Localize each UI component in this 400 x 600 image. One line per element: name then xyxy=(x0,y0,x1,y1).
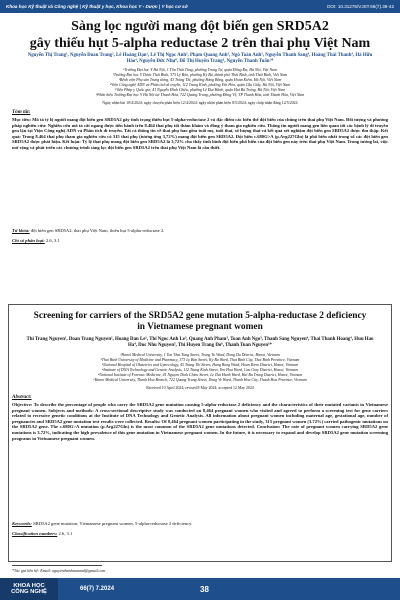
en-class-label: Classification numbers: xyxy=(12,531,58,536)
en-affiliation: ⁴Institute of DNA Technology and Genetic Analysis, 112 Trung Kinh Street, Yen Hoa Ward, Cau Giay District, Hanoi, Vietnam xyxy=(101,367,299,372)
vi-affiliation: ¹Trường Đại học Y Hà Nội, 1 Tôn Thất Tùng, phường Trung Tự, quận Đống Đa, Hà Nội, Việt Nam xyxy=(123,68,277,72)
vi-keywords-label: Từ khóa: xyxy=(12,228,30,233)
vi-class-value: 2.6, 3.1 xyxy=(45,238,60,243)
en-classification xyxy=(12,531,388,537)
logo-line1: KHOA HỌC xyxy=(13,583,45,589)
vi-affiliation: ⁶Phân hiệu Trường Đại học Y Hà Nội tại Thanh Hóa, 722 Quang Trung, phường Đông Vệ, TP Thanh Hóa, tỉnh Thanh Hóa, Việt Nam xyxy=(95,92,305,97)
vi-classification xyxy=(12,238,388,244)
en-affiliation: ²Thai Binh University of Medicine and Pharmacy, 373 Ly Bon Street, Ky Ba Ward, Thai Binh City, Thai Binh Province, Vietnam xyxy=(100,357,300,362)
vi-keywords-text: đột biến gen SRD5A2, thai phụ Việt Nam, thiếu hụt 5-alpha-reductase 2. xyxy=(30,228,165,233)
corresponding-author-footnote: *Tác giả liên hệ: Email: nguyenthanhtuanmd@gmail.com xyxy=(12,568,106,573)
vi-affiliation: ³Bệnh viện Phụ sản Trung ương, 43 Tràng Thi, phường Hàng Bông, quận Hoàn Kiếm, Hà Nội, Việt Nam xyxy=(118,77,282,82)
vi-affiliation: ⁵Viện Pháp y Quốc gia, 41 Nguyễn Đình Chiểu, phường Lê Đại Hành, quận Hai Bà Trưng, Hà Nội, Việt Nam xyxy=(114,87,286,92)
en-title-line2: in Vietnamese pregnant women xyxy=(137,322,263,332)
vi-keywords xyxy=(12,228,388,234)
en-authors: Thi Trang Nguyen¹, Doan Trang Nguyen², Hoang Dan Le¹, Thi Ngoc Anh Le³, Quang Anh Pham³, Toan Anh Ngo³, Thanh Sang Nguyen⁴, Thai Thanh Hoang⁴, Huu Hao Ha⁴, Duc Nhu Nguyen⁵, Thi Huyen Trang Do⁶, Thanh Tuan Nguyen¹* xyxy=(26,337,374,349)
en-affiliations xyxy=(22,353,378,382)
en-abstract: Objective: To describe the percentage of people who carry the SRD5A2 gene mutation causing 5-alpha-reductase 2 deficiency and the characteristics of their mutated variants in Vietnamese pregnant women. Subjects and methods: A cross-sectional descriptive study was conducted on 8,464 pregnant women who visited and agreed to perform a screening test for gene carriers related to recessive genetic conditions at the Institute of DNA Technology and Genetic Analysis. All information about pregnant women including maternal age, gestational age, number of pregnancies and SRD5A2 gene mutation test results were collected. Results: Of 8,464 pregnant women participating in the study, 315 pregnant women (3.72%) carried pathogenic mutations on the SRD5A2 gene. The c.680G>A mutation (p.Arg227Gln) is the most common of the SRD5A2 gene mutations detected. Conclusion: The rate of pregnant women carrying SRD5A2 gene mutations is 3.72%, indicating the high prevalence of this gene mutation in Vietnamese pregnant women. In the future, it is necessary to expand and develop SRD5A2 gene mutation screening programs in Vietnamese pregnant women. xyxy=(12,402,388,441)
en-class-value: 2.6, 3.1 xyxy=(58,531,73,536)
vi-title xyxy=(20,18,380,52)
doi-link[interactable]: DOI: 10.31276/VJST.66(7).38-42 xyxy=(327,4,394,9)
en-keywords xyxy=(12,521,388,527)
en-keywords-text: SRD5A2 gene mutation, Vietnamese pregnant women, 5-alpha-reductase 2 deficiency. xyxy=(33,521,193,526)
issue-number: 66(7) 7.2024 xyxy=(80,586,115,592)
en-keywords-label: Keywords: xyxy=(12,521,32,526)
en-title-line1: Screening for carriers of the SRD5A2 gene mutation 5-alpha-reductase 2 deficiency xyxy=(33,311,367,321)
en-affiliation: ³National Hospital of Obstetrics and Gynecology, 43 Trang Thi Street, Hang Bong Ward, Hoan Kiem District, Hanoi, Vietnam xyxy=(101,362,299,367)
logo-line2: CÔNG NGHỆ xyxy=(11,589,47,595)
vi-title-line2: gây thiếu hụt 5-alpha reductase 2 trên thai phụ Việt Nam xyxy=(29,36,371,51)
journal-name: Khoa học Kỹ thuật và Công nghệ | Kỹ thuật y học, Khoa học Y - Dược | Y học cơ sở xyxy=(6,4,188,9)
journal-header-bar xyxy=(0,0,400,13)
vi-affiliation: ²Trường Đại học Y Dược Thái Bình, 373 Lý Bôn, phường Kỳ Bá, thành phố Thái Bình, tỉnh Thái Bình, Việt Nam xyxy=(112,72,288,77)
vi-class-label: Chỉ số phân loại: xyxy=(12,238,45,243)
en-title xyxy=(20,311,380,333)
en-abstract-heading: Abstract: xyxy=(12,394,32,400)
page-footer xyxy=(0,578,400,600)
vi-dates: Ngày nhận bài 10/4/2024; ngày chuyển phản biện 12/4/2024; ngày nhận phản biện 8/5/2024; ngày chấp nhận đăng 12/5/2024 xyxy=(102,101,298,105)
footnote-rule xyxy=(12,565,102,566)
page-number: 38 xyxy=(200,584,209,594)
en-dates: Received 10 April 2024; revised 8 May 2024; accepted 12 May 2024 xyxy=(146,386,254,390)
en-affiliation: ⁶Hanoi Medical University, Thanh Hoa Branch, 722 Quang Trung Street, Dong Ve Ward, Thanh Hoa City, Thanh Hoa Province, Vietnam xyxy=(93,377,307,382)
vi-affiliation: ⁴Viện Công nghệ ADN và Phân tích di truyền, 112 Trung Kính, phường Yên Hòa, quận Cầu Giấy, Hà Nội, Việt Nam xyxy=(109,82,291,87)
vi-affiliations xyxy=(22,68,378,97)
vi-title-line1: Sàng lọc người mang đột biến gen SRD5A2 xyxy=(71,19,329,34)
en-affiliation: ⁵National Institute of Forensic Medicine, 41 Nguyen Dinh Chieu Street, Le Dai Hanh Ward, Hai Ba Trung District, Hanoi, Vietnam xyxy=(97,372,303,377)
vi-abstract: Mục tiêu: Mô tả tỷ lệ người mang đột biến gen SRD5A2 gây tình trạng thiếu hụt 5-alpha-reductase 2 và đặc điểm các biến thể đột biến của chúng trên thai phụ Việt Nam. Đối tượng và phương pháp nghiên cứu: Nghiên cứu mô tả cắt ngang được tiến hành trên 8.464 thai phụ tới thăm khám và đồng ý tham gia nghiên cứu. Thông tin người mang gen liên quan tới các bệnh lý di truyền gen lặn tại Viện Công nghệ ADN và Phân tích di truyền. Tất cả thông tin về thai phụ bao gồm tuổi mẹ, tuổi thai, số lượng thai và kết quả xét nghiệm đột biến gen SRD5A2 được thu thập. Kết quả: Trong 8.464 thai phụ tham gia nghiên cứu có 315 thai phụ (tương ứng 3,72%) mang đột biến gen SRD5A2. Đột biến c.680G>A (p.Arg227Gln) là phổ biến nhất trong số các đột biến gen SRD5A2 được phát hiện. Kết luận: Tỷ lệ thai phụ mang đột biến gen SRD5A2 là 3,72% cho thấy tình hình đột biến phổ biến của đột biến gen này trên thai phụ Việt Nam. Trong tương lai, việc mở rộng và phát triển các chương trình sàng lọc đột biến gen SRD5A2 trên thai phụ Việt Nam là cần thiết. xyxy=(12,117,388,150)
vi-abstract-heading: Tóm tắt: xyxy=(12,109,31,115)
journal-logo xyxy=(0,578,58,600)
footer-band xyxy=(209,578,400,600)
en-affiliation: ¹Hanoi Medical University, 1 Ton That Tung Street, Trung Tu Ward, Dong Da District, Hanoi, Vietnam xyxy=(120,353,280,357)
vi-authors: Nguyễn Thị Trang¹, Nguyễn Đoan Trang², Lê Hoàng Dạn¹, Lê Thị Ngọc Anh³, Phạm Quang Anh³, Ngô Toàn Anh³, Nguyễn Thanh Sang⁴, Hoàng Thái Thanh⁴, Hà Hữu Hảo⁴, Nguyễn Đức Nhự⁵, Đỗ Thị Huyền Trang⁶, Nguyễn Thanh Tuấn¹* xyxy=(27,53,373,65)
